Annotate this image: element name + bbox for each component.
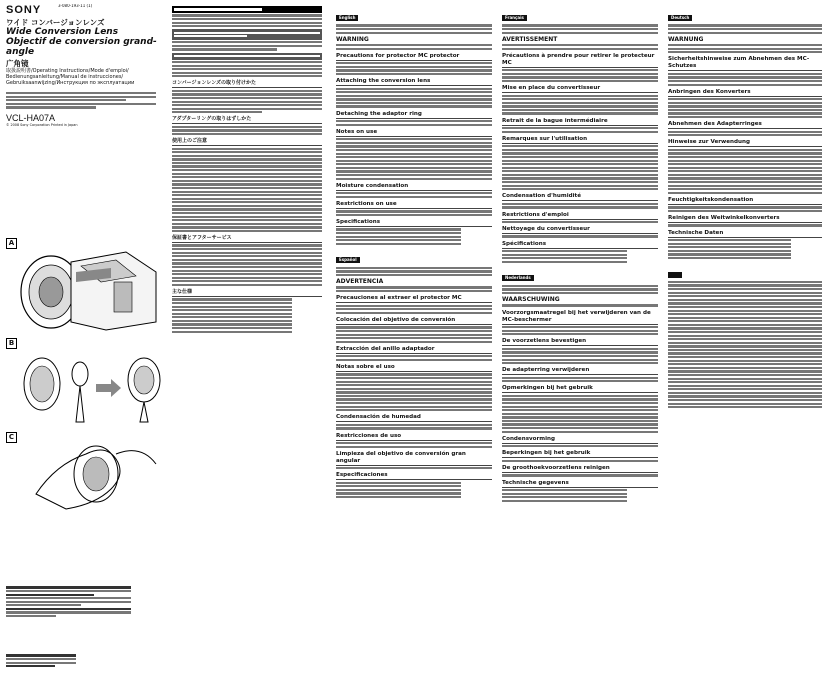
nl-specs-heading: Technische gegevens xyxy=(502,480,658,488)
lang-tab-other xyxy=(668,272,682,278)
es-attaching-heading: Colocación del objetivo de conversión xyxy=(336,317,492,325)
jp-warning-box xyxy=(172,6,322,13)
lang-tab-english: English xyxy=(336,15,358,21)
manual-languages-2: Bedienungsanleitung/Manual de instrucciones/ xyxy=(6,74,124,80)
brand-logo: SONY xyxy=(6,4,42,16)
nl-detaching-heading: De adapterring verwijderen xyxy=(502,367,658,375)
fr-cleaning-heading: Nettoyage du convertisseur xyxy=(502,226,658,234)
copyright-line: © 2008 Sony Corporation Printed in Japan xyxy=(6,122,78,127)
es-precautions-heading: Precauciones al extraer el protector MC xyxy=(336,295,492,303)
en-specs-heading: Specifications xyxy=(336,219,492,227)
es-notes-heading: Notas sobre el uso xyxy=(336,364,492,372)
figure-a-label: A xyxy=(6,238,17,249)
nl-warning-heading: WAARSCHUWING xyxy=(502,296,560,304)
figure-a-camcorder xyxy=(16,242,166,332)
de-detaching-heading: Abnehmen des Adapterringes xyxy=(668,121,822,129)
nl-precautions-heading: Voorzorgsmaatregel bij het verwijderen van de MC-beschermer xyxy=(502,310,658,325)
fr-specs-heading: Spécifications xyxy=(502,241,658,249)
de-moisture-heading: Feuchtigkeitskondensation xyxy=(668,197,822,205)
lang-tab-francais: Français xyxy=(502,15,527,21)
jp-after-service-heading: 保証書とアフターサービス xyxy=(172,235,322,243)
web-info-block xyxy=(6,653,76,669)
de-warning-heading: WARNUNG xyxy=(668,35,704,43)
nl-notes-heading: Opmerkingen bij het gebruik xyxy=(502,385,658,393)
fr-restrictions-heading: Restrictions d'emploi xyxy=(502,212,658,220)
es-specs-heading: Especificaciones xyxy=(336,472,492,480)
es-cleaning-heading: Limpieza del objetivo de conversión gran angular xyxy=(336,451,492,466)
en-detaching-heading: Detaching the adaptor ring xyxy=(336,111,492,119)
jp-spec-heading: 主な仕様 xyxy=(172,289,322,297)
es-warning-heading: ADVERTENCIA xyxy=(336,278,384,286)
title-french: Objectif de conversion grand-angle xyxy=(6,37,157,57)
es-restrictions-heading: Restricciones de uso xyxy=(336,433,492,441)
fr-detaching-heading: Retrait de la bague intermédiaire xyxy=(502,118,658,126)
lang-tab-espanol: Español xyxy=(336,257,360,263)
figure-c-hand xyxy=(16,434,166,514)
figure-b-label: B xyxy=(6,338,17,349)
japanese-column: コンバージョンレンズの取り付けかた アダプターリングの取りはずしかた 使用上のご注意 保証書とアフターサービス 主な仕様 xyxy=(172,4,322,695)
fr-moisture-heading: Condensation d'humidité xyxy=(502,193,658,201)
es-moisture-heading: Condensación de humedad xyxy=(336,414,492,422)
fr-precautions-heading: Précautions à prendre pour retirer le protecteur MC xyxy=(502,53,658,68)
lang-tab-deutsch: Deutsch xyxy=(668,15,692,21)
intro-text-block xyxy=(6,92,156,109)
english-spanish-column xyxy=(336,4,492,695)
title-chinese: 广角镜 xyxy=(6,59,29,68)
title-japanese: ワイド コンバージョンレンズ xyxy=(6,18,105,27)
en-precautions-heading: Precautions for protector MC protector xyxy=(336,53,492,61)
german-column xyxy=(668,4,822,695)
figure-b-adaptor-ring xyxy=(16,344,166,426)
cover-column xyxy=(6,4,166,695)
nl-cleaning-heading: De groothoekvoorzetlens reinigen xyxy=(502,465,658,473)
nl-moisture-heading: Condensvorming xyxy=(502,436,658,444)
nl-restrictions-heading: Beperkingen bij het gebruik xyxy=(502,450,658,458)
de-notes-heading: Hinweise zur Verwendung xyxy=(668,139,822,147)
en-notes-heading: Notes on use xyxy=(336,129,492,137)
manual-languages-3: Gebruiksaanwijzing/Инструкция по эксплуатации xyxy=(6,80,135,86)
title-english: Wide Conversion Lens xyxy=(6,27,119,37)
es-detaching-heading: Extracción del anillo adaptador xyxy=(336,346,492,354)
en-restrictions-heading: Restrictions on use xyxy=(336,201,492,209)
de-attaching-heading: Anbringen des Konverters xyxy=(668,89,822,97)
figure-c-label: C xyxy=(6,432,17,443)
de-cleaning-heading: Reinigen des Weitwinkelkonverters xyxy=(668,215,822,223)
de-specs-heading: Technische Daten xyxy=(668,230,822,238)
lang-tab-nederlands: Nederlands xyxy=(502,275,534,281)
fr-attaching-heading: Mise en place du convertisseur xyxy=(502,85,658,93)
de-safety-heading: Sicherheitshinweise zum Abnehmen des MC-Schutzes xyxy=(668,56,822,71)
model-number: VCL-HA07A xyxy=(6,112,56,123)
fr-warning-heading: AVERTISSEMENT xyxy=(502,35,558,43)
nl-attaching-heading: De voorzetlens bevestigen xyxy=(502,338,658,346)
manual-languages-1: 取扱説明書/Operating Instructions/Mode d'emploi/ xyxy=(6,68,129,74)
contact-info-block xyxy=(6,585,131,619)
version-code: 3-080-193-11 (1) xyxy=(58,4,93,8)
en-moisture-heading: Moisture condensation xyxy=(336,183,492,191)
french-dutch-column xyxy=(502,4,658,695)
fr-notes-heading: Remarques sur l'utilisation xyxy=(502,136,658,144)
en-attaching-heading: Attaching the conversion lens xyxy=(336,78,492,86)
en-warning-heading: WARNING xyxy=(336,35,369,43)
